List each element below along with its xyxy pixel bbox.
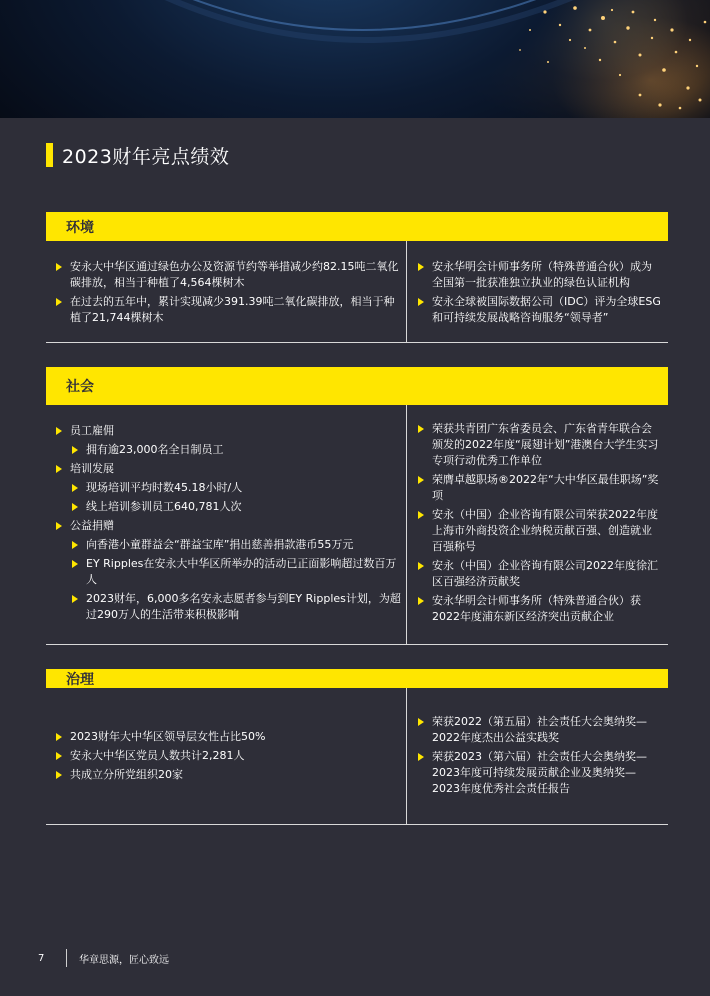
bullet-triangle-icon [72, 560, 78, 568]
hero-earth-image [0, 0, 710, 118]
bullet-triangle-icon [56, 752, 62, 760]
section-society [46, 367, 668, 644]
list-item: 在过去的五年中，累计实现减少391.39吨二氧化碳排放，相当于种植了21,744棵树木 [54, 294, 404, 326]
bullet-triangle-icon [418, 562, 424, 570]
bullet-triangle-icon [56, 427, 62, 435]
list-item: 安永（中国）企业咨询有限公司荣获2022年度上海市外商投资企业纳税贡献百强、创造就业百强称号 [416, 507, 661, 555]
list-item: 荣获共青团广东省委员会、广东省青年联合会颁发的2022年度“展翅计划”港澳台大学生实习专项行动优秀工作单位 [416, 421, 661, 469]
bullet-triangle-icon [72, 541, 78, 549]
list-item: 共成立分所党组织20家 [54, 767, 404, 783]
section-governance [46, 669, 668, 824]
section-header-society: 社会 [46, 367, 668, 405]
section-bottom-rule [46, 644, 668, 645]
society-right-column [416, 421, 661, 628]
bullet-triangle-icon [56, 771, 62, 779]
governance-right-column [416, 714, 661, 800]
list-item: 安永华明会计师事务所（特殊普通合伙）成为全国第一批获准独立执业的绿色认证机构 [416, 259, 661, 291]
bullet-triangle-icon [418, 298, 424, 306]
list-item: 荣膺卓越职场®2022年“大中华区最佳职场”奖项 [416, 472, 661, 504]
bullet-triangle-icon [56, 263, 62, 271]
society-left-column [54, 423, 404, 626]
list-item: 员工雇佣 拥有逾23,000名全日制员工 [54, 423, 404, 458]
bullet-triangle-icon [72, 484, 78, 492]
list-item: 安永华明会计师事务所（特殊普通合伙）获2022年度浦东新区经济突出贡献企业 [416, 593, 661, 625]
sub-list-item: 2023财年，6,000多名安永志愿者参与到EY Ripples计划，为超过290万人的生活带来积极影响 [70, 591, 404, 623]
environment-left-column [54, 259, 404, 329]
city-lights-graphic [0, 0, 710, 118]
sub-list-item: 现场培训平均时数45.18小时/人 [70, 480, 404, 496]
bullet-triangle-icon [418, 511, 424, 519]
section-bottom-rule [46, 342, 668, 343]
list-item: 培训发展 现场培训平均时数45.18小时/人 线上培训参训员工640,781人次 [54, 461, 404, 515]
list-item: 安永大中华区通过绿色办公及资源节约等举措减少约82.15吨二氧化碳排放，相当于种植了4,564棵树木 [54, 259, 404, 291]
bullet-triangle-icon [56, 465, 62, 473]
governance-left-column [54, 729, 404, 786]
section-header-environment: 环境 [46, 212, 668, 241]
section-bottom-rule [46, 824, 668, 825]
list-item: 荣获2023（第六届）社会责任大会奥纳奖—2023年度可持续发展贡献企业及奥纳奖—2023年度优秀社会责任报告 [416, 749, 661, 797]
bullet-triangle-icon [418, 425, 424, 433]
bullet-triangle-icon [72, 503, 78, 511]
page-title: 2023财年亮点绩效 [62, 145, 230, 168]
column-divider [406, 688, 407, 824]
bullet-triangle-icon [72, 595, 78, 603]
list-item: 2023财年大中华区领导层女性占比50% [54, 729, 404, 745]
bullet-triangle-icon [418, 718, 424, 726]
bullet-triangle-icon [418, 263, 424, 271]
footer-divider [66, 949, 67, 967]
title-accent-bar [46, 143, 53, 167]
section-header-governance: 治理 [46, 669, 668, 688]
column-divider [406, 405, 407, 644]
footer-slogan: 华章思源，匠心致远 [79, 954, 169, 966]
list-item: 安永全球被国际数据公司（IDC）评为全球ESG和可持续发展战略咨询服务“领导者” [416, 294, 661, 326]
sub-list-item: 拥有逾23,000名全日制员工 [70, 442, 404, 458]
environment-right-column [416, 259, 661, 329]
sub-list-item: EY Ripples在安永大中华区所举办的活动已正面影响超过数百万人 [70, 556, 404, 588]
list-item: 荣获2022（第五届）社会责任大会奥纳奖—2022年度杰出公益实践奖 [416, 714, 661, 746]
page-title-block [46, 143, 229, 167]
page-footer [38, 949, 169, 967]
bullet-triangle-icon [56, 522, 62, 530]
list-item: 公益捐赠 向香港小童群益会“群益宝库”捐出慈善捐款港币55万元 EY Ripples在安永大中华区所举办的活动已正面影响超过数百万人 2023财年，6,000多名安永志愿者参与到EY Ripples计划，为超过290万人的生活带来积极影响 [54, 518, 404, 623]
bullet-triangle-icon [56, 733, 62, 741]
sub-list-item: 线上培训参训员工640,781人次 [70, 499, 404, 515]
bullet-triangle-icon [72, 446, 78, 454]
page-number: 7 [38, 952, 45, 964]
list-item: 安永（中国）企业咨询有限公司2022年度徐汇区百强经济贡献奖 [416, 558, 661, 590]
sub-list-item: 向香港小童群益会“群益宝库”捐出慈善捐款港币55万元 [70, 537, 404, 553]
bullet-triangle-icon [418, 753, 424, 761]
bullet-triangle-icon [418, 476, 424, 484]
column-divider [406, 241, 407, 342]
list-item: 安永大中华区党员人数共计2,281人 [54, 748, 404, 764]
bullet-triangle-icon [418, 597, 424, 605]
bullet-triangle-icon [56, 298, 62, 306]
section-environment [46, 212, 668, 342]
